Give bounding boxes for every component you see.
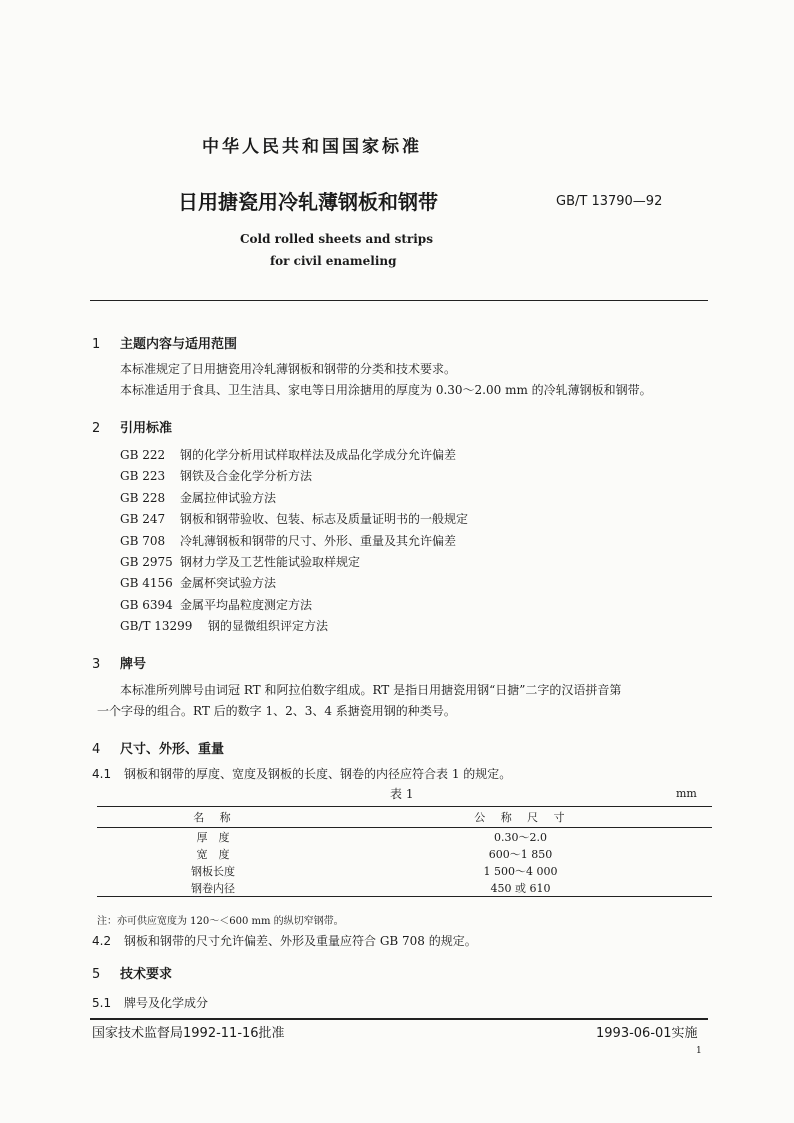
- reference-code: GB 2975: [120, 555, 173, 570]
- section-number: 5: [92, 967, 101, 982]
- clause-5-1: [92, 994, 208, 1011]
- national-standard-heading: 中华人民共和国国家标准: [202, 137, 422, 157]
- table-unit: mm: [676, 787, 697, 800]
- reference-item: [120, 552, 468, 573]
- table-title: 表 1: [390, 787, 414, 801]
- reference-list: [120, 445, 468, 638]
- table-row: [97, 879, 712, 897]
- clause-text: 牌号及化学成分: [124, 996, 209, 1010]
- reference-item: [120, 509, 468, 530]
- row-name: 钢板长度: [191, 864, 235, 878]
- section-number: 3: [92, 657, 101, 672]
- standard-code: GB/T 13790—92: [556, 194, 663, 209]
- reference-title: 金属平均晶粒度测定方法: [180, 597, 313, 612]
- section-number: 2: [92, 421, 101, 436]
- approval-line: 国家技术监督局1992-11-16批准: [92, 1026, 285, 1041]
- table-header-row: [97, 807, 712, 828]
- implementation-date: 1993-06-01实施: [596, 1026, 698, 1041]
- section-number: 4: [92, 742, 101, 757]
- section-4-heading: [92, 738, 224, 757]
- section-3-paragraph-2: 一个字母的组合。RT 后的数字 1、2、3、4 系搪瓷用钢的种类号。: [97, 704, 456, 718]
- clause-4-2: [92, 932, 477, 949]
- reference-item: [120, 445, 468, 466]
- row-value: 0.30～2.0: [494, 830, 547, 844]
- table-row: [97, 845, 712, 862]
- section-2-heading: [92, 417, 172, 436]
- clause-number: 4.1: [92, 767, 112, 781]
- reference-title: 钢的显微组织评定方法: [208, 619, 329, 634]
- reference-title: 钢铁及合金化学分析方法: [180, 469, 313, 484]
- reference-title: 钢板和钢带验收、包装、标志及质量证明书的一般规定: [180, 512, 469, 527]
- document-title-en-line1: Cold rolled sheets and strips: [240, 232, 433, 246]
- table-row: [97, 828, 712, 846]
- column-header-name: 名 称: [97, 807, 329, 828]
- section-title: 尺寸、外形、重量: [120, 742, 225, 757]
- document-title-cn: 日用搪瓷用冷轧薄钢板和钢带: [178, 190, 438, 214]
- reference-item: [120, 616, 468, 637]
- reference-item: [120, 488, 468, 509]
- row-name: 钢卷内径: [97, 879, 329, 897]
- reference-code: GB 222: [120, 448, 166, 462]
- reference-code: GB/T 13299: [120, 619, 193, 634]
- reference-item: [120, 466, 468, 487]
- header-divider: [90, 300, 708, 301]
- footer-divider: [90, 1018, 708, 1020]
- reference-code: GB 223: [120, 469, 166, 484]
- page-number: 1: [696, 1046, 702, 1056]
- document-title-en-line2: for civil enameling: [270, 254, 397, 268]
- section-title: 技术要求: [120, 967, 173, 982]
- clause-text: 钢板和钢带的尺寸允许偏差、外形及重量应符合 GB 708 的规定。: [124, 934, 477, 948]
- reference-code: GB 6394: [120, 597, 173, 612]
- reference-title: 冷轧薄钢板和钢带的尺寸、外形、重量及其允许偏差: [180, 533, 457, 548]
- row-name: 厚 度: [196, 830, 230, 844]
- section-title: 引用标准: [120, 421, 173, 436]
- row-value: 600～1 850: [488, 847, 553, 861]
- section-1-paragraph-1: 本标准规定了日用搪瓷用冷轧薄钢板和钢带的分类和技术要求。: [120, 362, 457, 376]
- section-3-heading: [92, 653, 146, 672]
- section-3-paragraph-1: 本标准所列牌号由词冠 RT 和阿拉伯数字组成。RT 是指日用搪瓷用钢“日搪”二字的汉语拼音第: [120, 683, 622, 697]
- row-value: 450 或 610: [329, 879, 712, 897]
- section-title: 主题内容与适用范围: [120, 337, 238, 352]
- reference-code: GB 228: [120, 490, 166, 505]
- reference-item: [120, 531, 468, 552]
- reference-title: 金属杯突试验方法: [180, 576, 277, 591]
- reference-item: [120, 573, 468, 594]
- section-title: 牌号: [120, 657, 147, 672]
- row-value: 1 500～4 000: [483, 864, 558, 878]
- table-row: [97, 862, 712, 879]
- reference-code: GB 4156: [120, 576, 173, 591]
- reference-code: GB 708: [120, 533, 166, 548]
- section-5-heading: [92, 963, 172, 982]
- section-number: 1: [92, 337, 101, 352]
- clause-text: 钢板和钢带的厚度、宽度及钢板的长度、钢卷的内径应符合表 1 的规定。: [124, 767, 512, 781]
- reference-code: GB 247: [120, 512, 166, 527]
- reference-title: 金属拉伸试验方法: [180, 490, 277, 505]
- section-1-heading: [92, 333, 237, 352]
- section-1-paragraph-2: 本标准适用于食具、卫生洁具、家电等日用涂搪用的厚度为 0.30～2.00 mm 的冷轧薄钢板和钢带。: [120, 383, 652, 397]
- row-name: 宽 度: [196, 847, 230, 861]
- reference-item: [120, 595, 468, 616]
- table-note: 注：亦可供应宽度为 120～＜600 mm 的纵切窄钢带。: [97, 916, 344, 927]
- clause-number: 5.1: [92, 996, 112, 1010]
- dimension-table: [97, 806, 712, 897]
- clause-4-1: [92, 765, 511, 782]
- reference-title: 钢材力学及工艺性能试验取样规定: [180, 555, 361, 570]
- clause-number: 4.2: [92, 934, 112, 948]
- reference-title: 钢的化学分析用试样取样法及成品化学成分允许偏差: [180, 448, 457, 462]
- column-header-nominal-size: 公 称 尺 寸: [329, 807, 712, 828]
